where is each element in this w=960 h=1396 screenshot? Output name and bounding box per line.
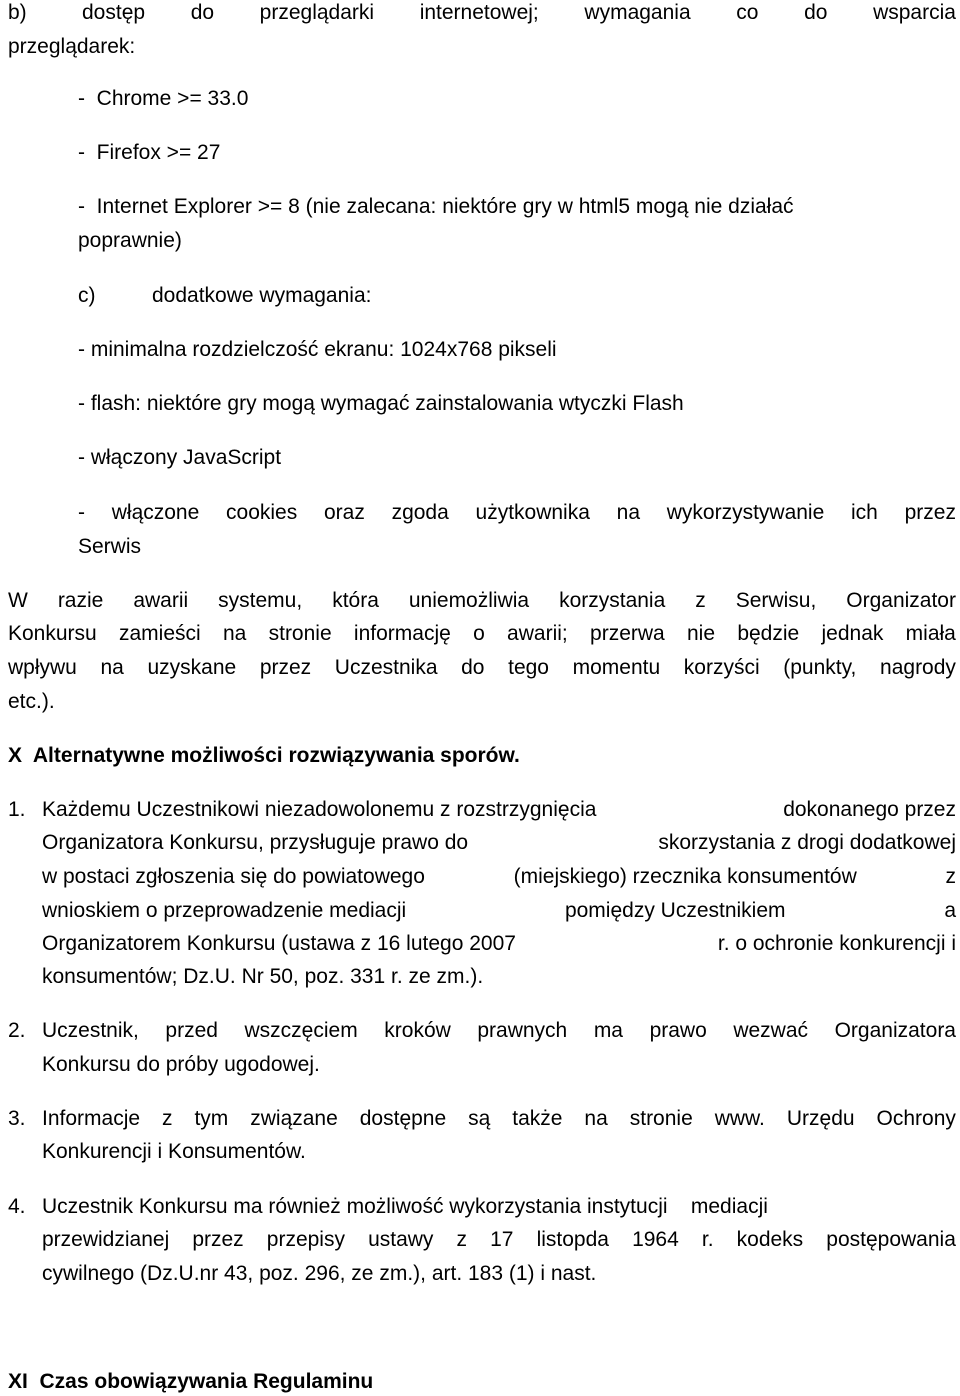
requirement-cookies [78, 500, 956, 526]
word: listopda [536, 1228, 609, 1251]
requirement-javascript: - włączony JavaScript [78, 446, 282, 469]
section-x-heading: X Alternatywne możliwości rozwiązywania sporów. [8, 744, 520, 767]
item-1-last-line: konsumentów; Dz.U. Nr 50, poz. 331 r. ze zm.). [42, 965, 484, 988]
requirement-resolution: - minimalna rozdzielczość ekranu: 1024x768 pikseli [78, 338, 557, 361]
word: dostępne [359, 1107, 447, 1130]
word: która [332, 589, 379, 612]
item-1-number: 1. [8, 798, 26, 821]
word: przez [192, 1228, 244, 1251]
word: wsparcia [873, 1, 956, 24]
failure-paragraph-line-2 [8, 621, 956, 647]
word: tym [194, 1107, 229, 1130]
item-2-last-line: Konkursu do próby ugodowej. [42, 1053, 320, 1076]
word: Urzędu [786, 1107, 855, 1130]
text-segment: pomiędzy Uczestnikiem [564, 899, 786, 922]
word: wymagania [584, 1, 691, 24]
section-xi-heading: XI Czas obowiązywania Regulaminu [8, 1370, 374, 1393]
word: kroków [384, 1019, 451, 1042]
word: postępowania [826, 1228, 956, 1251]
requirement-flash: - flash: niektóre gry mogą wymagać zainstalowania wtyczki Flash [78, 392, 684, 415]
word: nagrody [880, 656, 956, 679]
browser-item-chrome: - Chrome >= 33.0 [78, 87, 249, 110]
word: do [190, 1, 215, 24]
word: przerwa [590, 622, 665, 645]
word: informację [353, 622, 451, 645]
word: wezwać [733, 1019, 809, 1042]
text-segment: Każdemu Uczestnikowi niezadowolonemu z rozstrzygnięcia [42, 798, 597, 821]
word: Serwisu, [735, 589, 817, 612]
word: wpływu [8, 656, 77, 679]
word: stronie [268, 622, 332, 645]
word: cookies [226, 501, 298, 524]
word: użytkownika [475, 501, 590, 524]
word: - [78, 501, 85, 524]
word: co [736, 1, 759, 24]
word: do [804, 1, 828, 24]
word: przez [259, 656, 312, 679]
word: z [695, 589, 706, 612]
text-segment: w postaci zgłoszenia się do powiatowego [42, 865, 425, 888]
text-segment: r. o ochronie konkurencji i [717, 932, 956, 955]
word: dostęp [82, 1, 146, 24]
word: zamieści [119, 622, 201, 645]
text-segment: skorzystania z drogi dodatkowej [658, 831, 956, 854]
word: są [468, 1107, 491, 1130]
word: uniemożliwia [408, 589, 530, 612]
requirement-cookies-cont: Serwis [78, 535, 142, 558]
item-1-line [42, 797, 956, 823]
text-segment: wnioskiem o przeprowadzenie mediacji [42, 899, 407, 922]
item-3-number: 3. [8, 1107, 26, 1130]
text-segment: a [944, 899, 956, 922]
word: wszczęciem [244, 1019, 358, 1042]
item-1-line [42, 830, 956, 856]
word: do [461, 656, 485, 679]
text-segment: z [945, 865, 956, 888]
word: związane [250, 1107, 338, 1130]
browser-item-ie: - Internet Explorer >= 8 (nie zalecana: niektóre gry w html5 mogą nie działać [78, 195, 794, 218]
word: tego [508, 656, 549, 679]
word: razie [57, 589, 104, 612]
word: Informacje [42, 1107, 141, 1130]
word: nie [687, 622, 716, 645]
text-segment: Organizatorem Konkursu (ustawa z 16 lutego 2007 [42, 932, 516, 955]
word: uzyskane [147, 656, 237, 679]
word: przewidzianej [42, 1228, 170, 1251]
section-b-line-2: przeglądarek: [8, 35, 136, 58]
word: zgoda [391, 501, 449, 524]
item-3-last-line: Konkurencji i Konsumentów. [42, 1140, 306, 1163]
browser-item-ie-cont: poprawnie) [78, 229, 182, 252]
failure-paragraph-line-4: etc.). [8, 690, 55, 713]
word: (punkty, [783, 656, 857, 679]
word: 1964 [632, 1228, 679, 1251]
word: ustawy [368, 1228, 434, 1251]
word: r. [701, 1228, 714, 1251]
word: ma [593, 1019, 623, 1042]
word: przez [904, 501, 956, 524]
word: wykorzystywanie [666, 501, 825, 524]
item-4-line-2 [42, 1227, 956, 1253]
word: Organizatora [834, 1019, 956, 1042]
text-segment: Organizatora Konkursu, przysługuje prawo do [42, 831, 469, 854]
word: z [456, 1228, 468, 1251]
item-2-number: 2. [8, 1019, 26, 1042]
word: oraz [323, 501, 365, 524]
item-3-line-1 [42, 1106, 956, 1132]
section-b-label: b) [8, 1, 27, 24]
item-4-number: 4. [8, 1195, 26, 1218]
word: awarii; [507, 622, 568, 645]
word: na [616, 501, 640, 524]
word: prawo [649, 1019, 707, 1042]
item-4-last-line: cywilnego (Dz.U.nr 43, poz. 296, ze zm.), art. 183 (1) i nast. [42, 1262, 597, 1285]
word: miała [905, 622, 956, 645]
word: Uczestnik, [42, 1019, 139, 1042]
word: awarii [133, 589, 189, 612]
word: na [584, 1107, 608, 1130]
word: przeglądarki [259, 1, 375, 24]
word: o [473, 622, 485, 645]
word: Ochrony [876, 1107, 956, 1130]
word: prawnych [477, 1019, 568, 1042]
section-c-label: c) [78, 284, 96, 307]
failure-paragraph-line-3 [8, 655, 956, 681]
word: internetowej; [419, 1, 539, 24]
text-segment: (miejskiego) rzecznika konsumentów [513, 865, 857, 888]
word: na [222, 622, 247, 645]
word: Uczestnika [334, 656, 438, 679]
word: będzie [737, 622, 800, 645]
section-b-line-1 [82, 0, 956, 26]
failure-paragraph-line-1 [8, 588, 956, 614]
word: www. [714, 1107, 765, 1130]
word: korzystania [559, 589, 666, 612]
word: kodeks [736, 1228, 804, 1251]
item-1-line [42, 931, 956, 957]
item-1-line [42, 898, 956, 924]
word: stronie [629, 1107, 693, 1130]
browser-item-firefox: - Firefox >= 27 [78, 141, 221, 164]
item-4-line-1: Uczestnik Konkursu ma również możliwość wykorzystania instytucji mediacji [42, 1195, 768, 1218]
word: korzyści [683, 656, 760, 679]
text-segment: dokonanego przez [783, 798, 956, 821]
word: przed [165, 1019, 218, 1042]
word: 17 [490, 1228, 514, 1251]
word: na [100, 656, 124, 679]
item-1-line [42, 864, 956, 890]
word: systemu, [218, 589, 303, 612]
word: przepisy [266, 1228, 345, 1251]
word: momentu [572, 656, 661, 679]
word: Konkursu [8, 622, 97, 645]
word: ich [851, 501, 878, 524]
word: także [512, 1107, 563, 1130]
word: Organizator [846, 589, 956, 612]
word: jednak [821, 622, 884, 645]
item-2-line-1 [42, 1018, 956, 1044]
word: z [162, 1107, 173, 1130]
section-c-title: dodatkowe wymagania: [152, 284, 372, 307]
word: W [8, 589, 28, 612]
word: włączone [111, 501, 200, 524]
